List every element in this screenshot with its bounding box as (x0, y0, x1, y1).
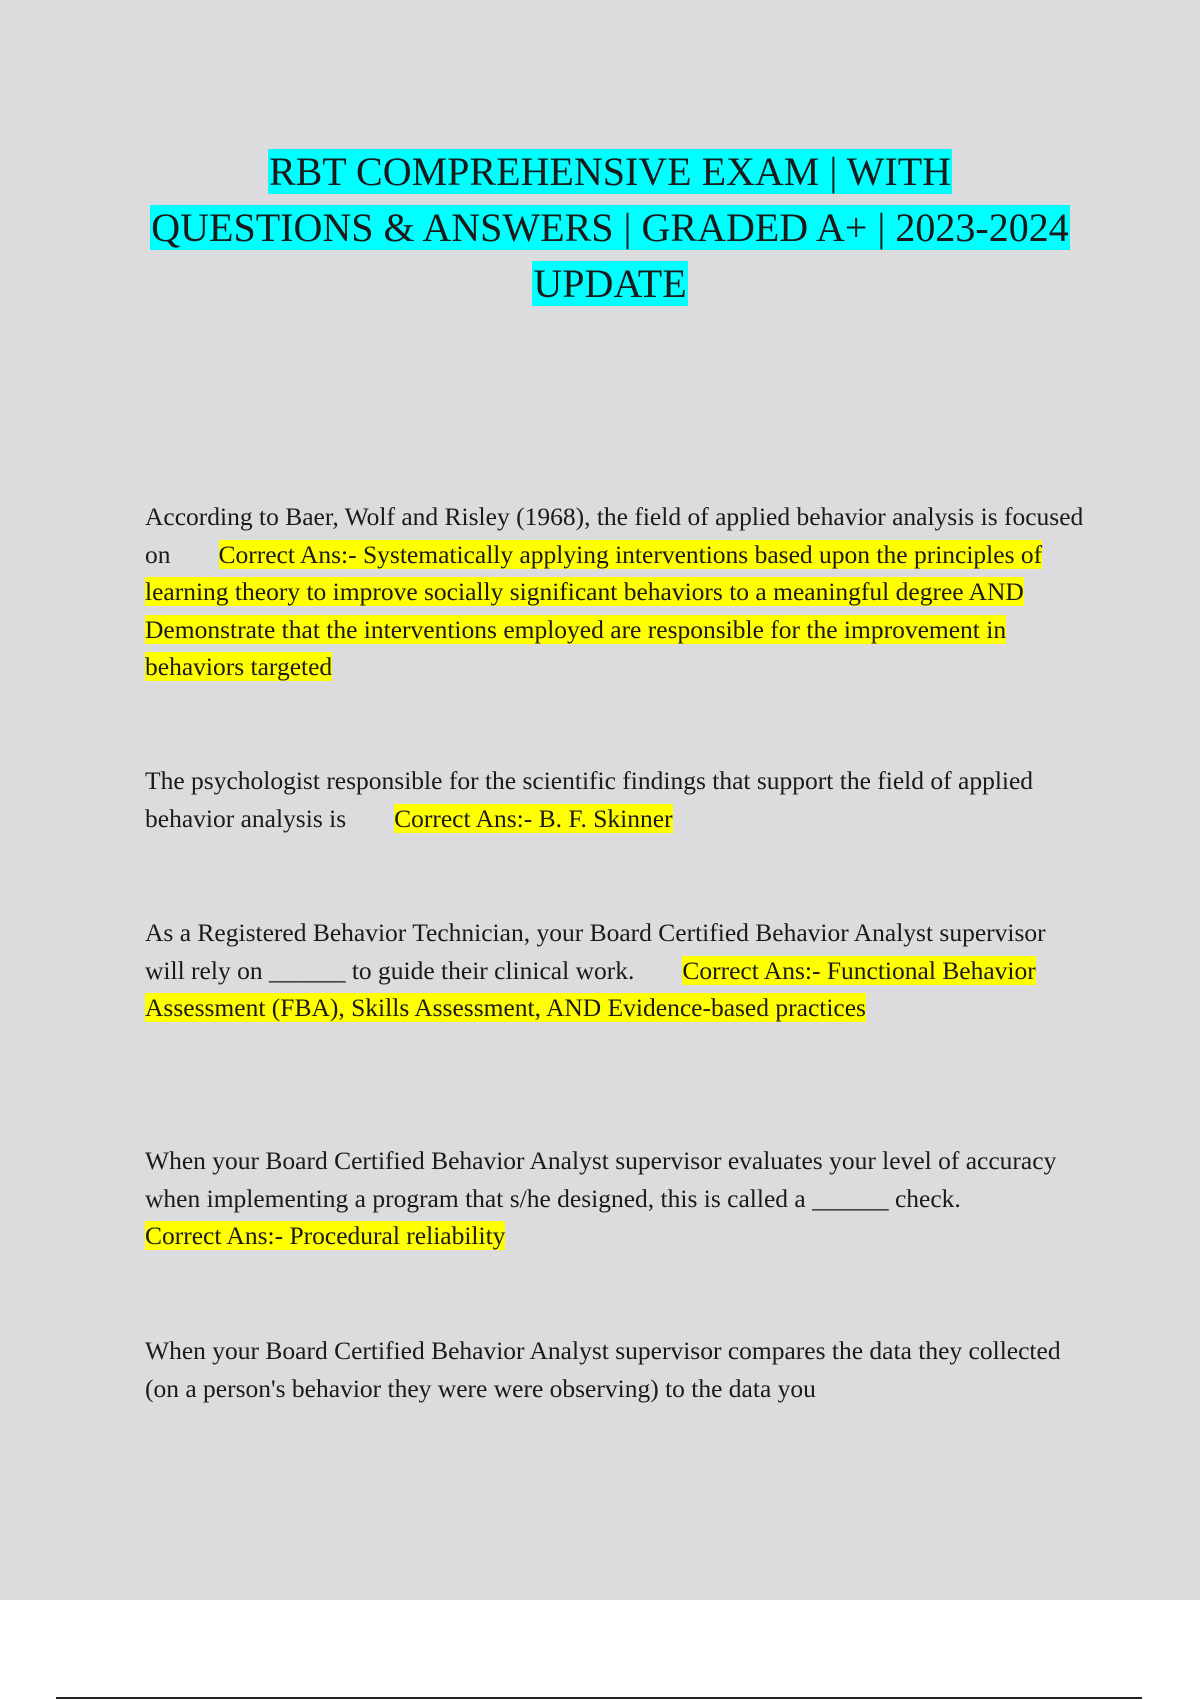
qa-item-4 (145, 1142, 1085, 1255)
answer-text: Correct Ans:- Functional Behavior Assessment (FBA), Skills Assessment, AND Evidence-based practices (145, 955, 1036, 1022)
answer-text: Correct Ans:- Systematically applying interventions based upon the principles of learning theory to improve socially significant behaviors to a meaningful degree AND Demonstrate that the interventions employed are responsible for the improvement in behaviors targeted (145, 539, 1043, 681)
answer-text: Correct Ans:- B. F. Skinner (394, 803, 673, 833)
qa-item-5 (145, 1332, 1085, 1407)
question-text: The psychologist responsible for the scientific findings that support the field of applied behavior analysis is (145, 766, 1034, 833)
title-line-1: RBT COMPREHENSIVE EXAM | WITH (268, 149, 952, 194)
qa-item-3 (145, 914, 1085, 1027)
question-text: As a Registered Behavior Technician, your Board Certified Behavior Analyst supervisor will rely on ______ to guide their clinical work. (145, 918, 1046, 985)
qa-item-2 (145, 762, 1085, 837)
question-text: When your Board Certified Behavior Analyst supervisor evaluates your level of accuracy when implementing a program that s/he designed, this is called a ______ check. (145, 1146, 1057, 1213)
answer-text: Correct Ans:- Procedural reliability (145, 1221, 506, 1250)
document-title (130, 144, 1090, 312)
question-text: When your Board Certified Behavior Analyst supervisor compares the data they collected (on a person's behavior they were were observing) to the data you (145, 1336, 1061, 1403)
footer-divider (56, 1697, 1142, 1699)
title-line-2: QUESTIONS & ANSWERS | GRADED A+ | 2023-2024 (151, 205, 1069, 250)
title-line-3: UPDATE (533, 261, 687, 306)
qa-item-1 (145, 498, 1085, 686)
question-text: According to Baer, Wolf and Risley (1968), the field of applied behavior analysis is focused on (145, 502, 1084, 569)
